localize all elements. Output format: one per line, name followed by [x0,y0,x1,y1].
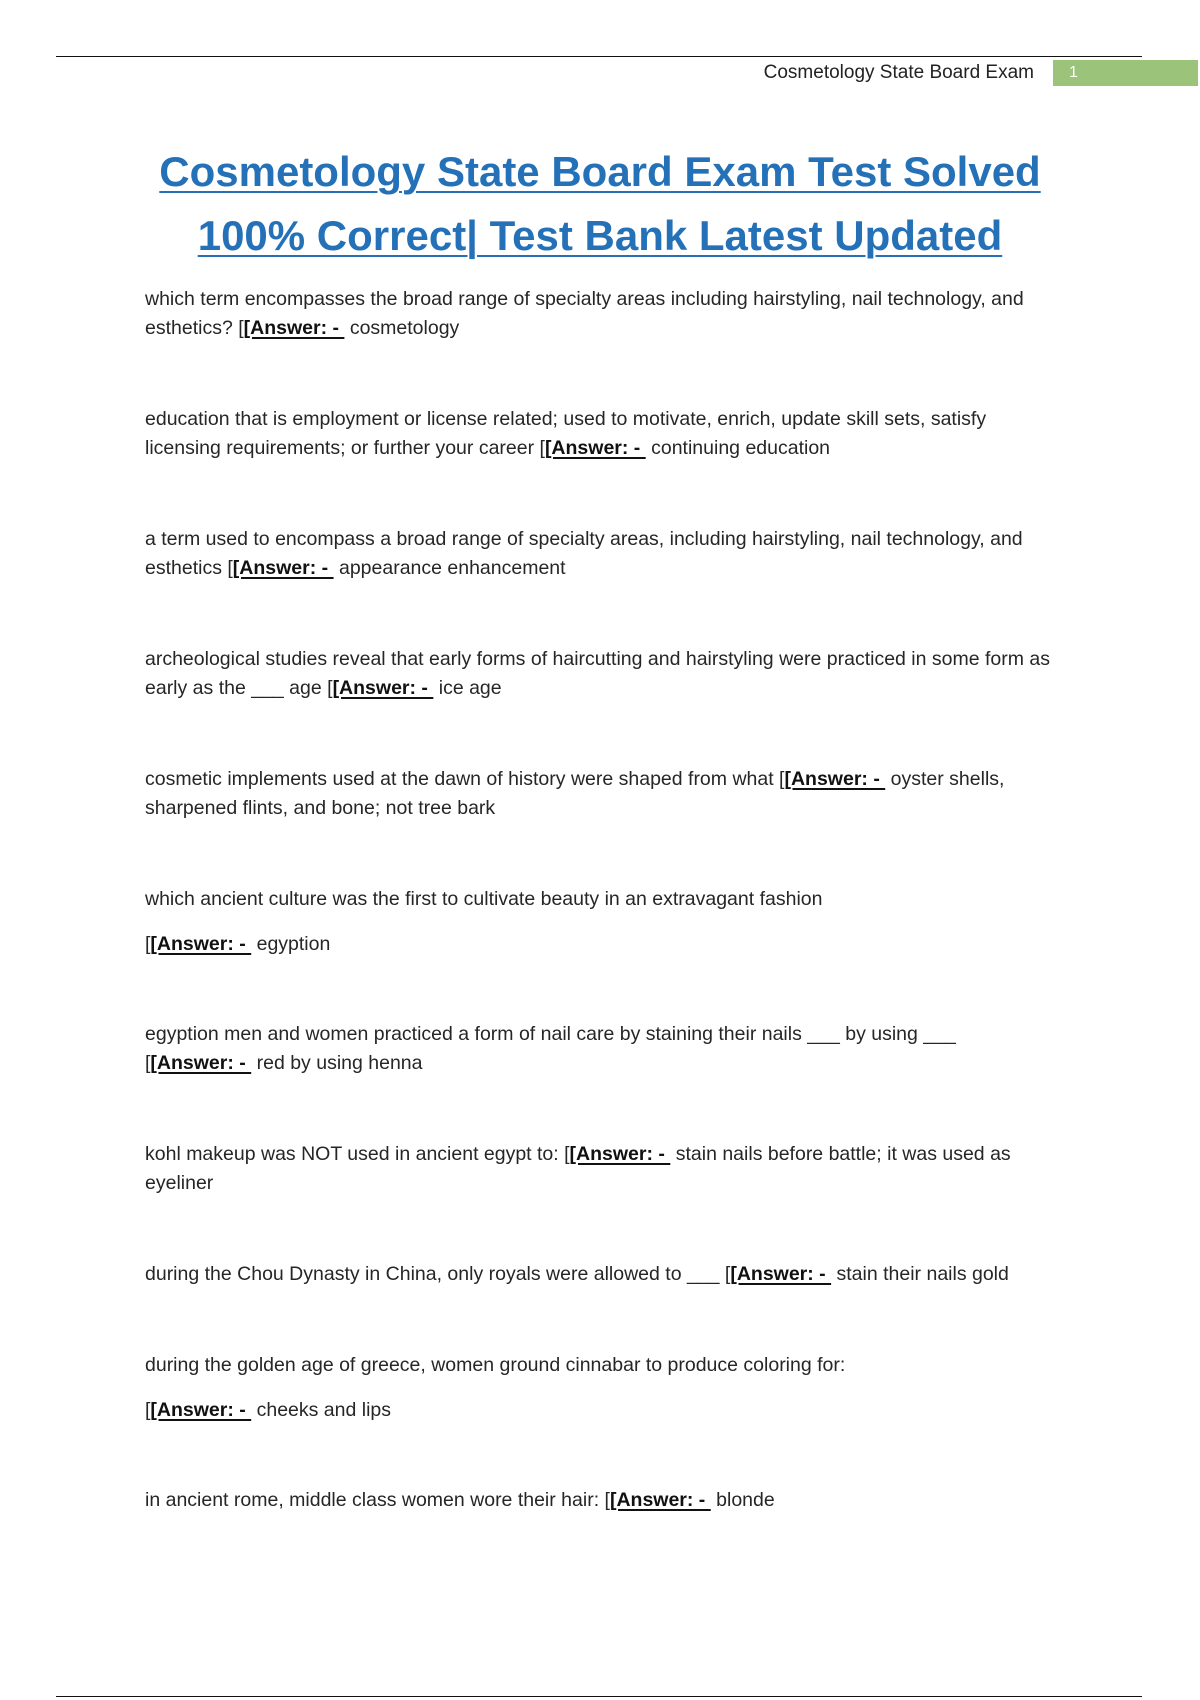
qa-item [145,405,1065,463]
answer-text: ice age [433,677,502,699]
document-title [100,140,1100,268]
question-text: which ancient culture was the first to cultivate beauty in an extravagant fashion [145,888,823,910]
answer-text: cheeks and lips [251,1399,392,1421]
answer-bracket: [ [145,1399,151,1421]
question-text: archeological studies reveal that early forms of haircutting and hairstyling were practiced in some form as early as the ___ age [145,648,1051,699]
answer-bracket: [ [145,933,151,955]
answer-bracket: [ [238,317,244,339]
question-text: a term used to encompass a broad range of specialty areas, including hairstyling, nail technology, and esthetics [145,528,1023,579]
qa-item [145,885,1065,959]
answer-bracket: [ [227,557,233,579]
answer-label: [Answer: - [544,437,646,459]
qa-item [145,525,1065,583]
answer-text: appearance enhancement [333,557,566,579]
answer-text: stain nails before battle; it was used as eyeliner [145,1143,1011,1194]
answer-label: [Answer: - [569,1143,671,1165]
answer-label: [Answer: - [150,933,252,955]
header-rule [56,56,1142,57]
qa-item [145,1486,1065,1515]
answer-text: blonde [710,1489,775,1511]
question-text: egyption men and women practiced a form of nail care by staining their nails ___ by using ___ [145,1023,956,1045]
answer-label: [Answer: - [243,317,345,339]
answer-bracket: [ [564,1143,570,1165]
answer-bracket: [ [327,677,333,699]
question-text: in ancient rome, middle class women wore their hair: [145,1489,605,1511]
answer-label: [Answer: - [730,1263,832,1285]
question-text: kohl makeup was NOT used in ancient egypt to: [145,1143,565,1165]
page-number-badge: 1 [1053,60,1198,86]
qa-item [145,765,1065,823]
question-text: which term encompasses the broad range of specialty areas including hairstyling, nail technology, and esthetics? [145,288,1024,339]
answer-label: [Answer: - [232,557,334,579]
answer-bracket: [ [779,768,785,790]
answer-text: egyption [251,933,331,955]
answer-label: [Answer: - [150,1052,252,1074]
answer-text: stain their nails gold [831,1263,1009,1285]
running-header-title: Cosmetology State Board Exam [763,62,1034,83]
footer-rule [56,1696,1142,1697]
qa-item [145,1140,1065,1198]
question-text: cosmetic implements used at the dawn of history were shaped from what [145,768,780,790]
question-text: during the Chou Dynasty in China, only royals were allowed to ___ [145,1263,725,1285]
answer-bracket: [ [145,1052,151,1074]
document-title-line-1: Cosmetology State Board Exam Test Solved [159,148,1041,195]
answer-label: [Answer: - [332,677,434,699]
answer-bracket: [ [604,1489,610,1511]
answer-bracket: [ [724,1263,731,1285]
answer-text: oyster shells, sharpened flints, and bone; not tree bark [145,768,1005,819]
qa-item [145,645,1065,703]
answer-text: cosmetology [344,317,460,339]
answer-bracket: [ [539,437,545,459]
question-text: during the golden age of greece, women ground cinnabar to produce coloring for: [145,1354,846,1376]
answer-label: [Answer: - [609,1489,711,1511]
question-text: education that is employment or license related; used to motivate, enrich, update skill sets, satisfy licensing requirements; or further your career [145,408,987,459]
answer-text: red by using henna [251,1052,423,1074]
qa-item [145,1020,1065,1078]
qa-item [145,285,1065,343]
answer-text: continuing education [645,437,831,459]
qa-item [145,1351,1065,1425]
answer-label: [Answer: - [150,1399,252,1421]
answer-label: [Answer: - [784,768,886,790]
qa-item [145,1260,1065,1289]
document-title-line-2: 100% Correct| Test Bank Latest Updated [197,212,1003,259]
